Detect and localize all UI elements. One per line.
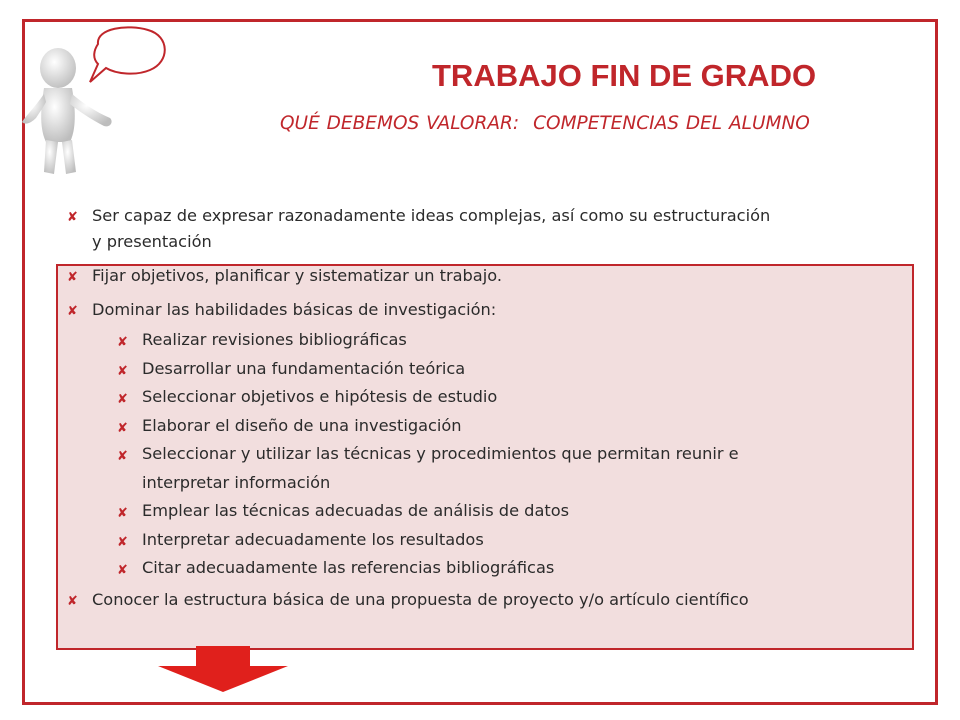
list-item: [62, 263, 912, 289]
list-item: [62, 587, 912, 613]
list-item: [62, 203, 912, 255]
subtitle-part2: COMPETENCIAS DEL ALUMNO: [533, 113, 810, 134]
sub-item-text: Desarrollar una fundamentación teórica: [142, 358, 466, 378]
down-arrow-icon: [158, 646, 288, 692]
sub-item-text: Seleccionar objetivos e hipótesis de estudio: [142, 387, 498, 406]
competencias-list: [62, 203, 912, 613]
sub-item-text: Citar adecuadamente las referencias bibliográficas: [142, 558, 555, 577]
slide-subtitle: [280, 113, 810, 134]
x-mark-icon: ✘: [67, 270, 78, 285]
x-mark-icon: ✘: [117, 506, 128, 521]
subtitle-part1: QUÉ DEBEMOS VALORAR:: [280, 113, 520, 134]
x-mark-icon: ✘: [117, 449, 128, 464]
x-mark-icon: ✘: [67, 210, 78, 225]
sub-item-text: Interpretar adecuadamente los resultados: [142, 529, 484, 549]
sub-item-text: Realizar revisiones bibliográficas: [142, 330, 407, 349]
sub-list-item: [62, 412, 912, 441]
x-mark-icon: ✘: [67, 593, 78, 609]
list-item-text: Fijar objetivos, planificar y sistematizar un trabajo.: [92, 266, 502, 285]
sub-list-item: [62, 554, 912, 583]
sub-list-item: [62, 326, 912, 355]
list-item-text: Conocer la estructura básica de una propuesta de proyecto y/o artículo científico: [92, 589, 749, 609]
sub-list-item: [62, 440, 912, 497]
slide-title: TRABAJO FIN DE GRADO: [432, 58, 817, 93]
sub-list-item: [62, 355, 912, 384]
x-mark-icon: ✘: [117, 563, 128, 578]
list-item-text: Ser capaz de expresar razonadamente ideas complejas, así como su estructuración: [92, 206, 771, 225]
x-mark-icon: ✘: [67, 304, 78, 319]
sub-item-text: Emplear las técnicas adecuadas de análisis de datos: [142, 501, 570, 520]
x-mark-icon: ✘: [117, 335, 128, 350]
person-with-speech-bubble-icon: [18, 22, 178, 182]
x-mark-icon: ✘: [117, 420, 128, 436]
x-mark-icon: ✘: [117, 363, 128, 379]
list-item: [62, 297, 912, 323]
sub-item-text: Elaborar el diseño de una investigación: [142, 415, 462, 435]
sub-item-text: interpretar información: [142, 472, 331, 492]
sub-list-item: [62, 526, 912, 555]
sub-list-item: [62, 497, 912, 526]
list-item-text: Dominar las habilidades básicas de investigación:: [92, 300, 497, 319]
x-mark-icon: ✘: [117, 392, 128, 407]
list-item-text: y presentación: [92, 232, 212, 251]
sub-item-text: Seleccionar y utilizar las técnicas y procedimientos que permitan reunir e: [142, 444, 739, 463]
sub-list-item: [62, 383, 912, 412]
x-mark-icon: ✘: [117, 534, 128, 550]
